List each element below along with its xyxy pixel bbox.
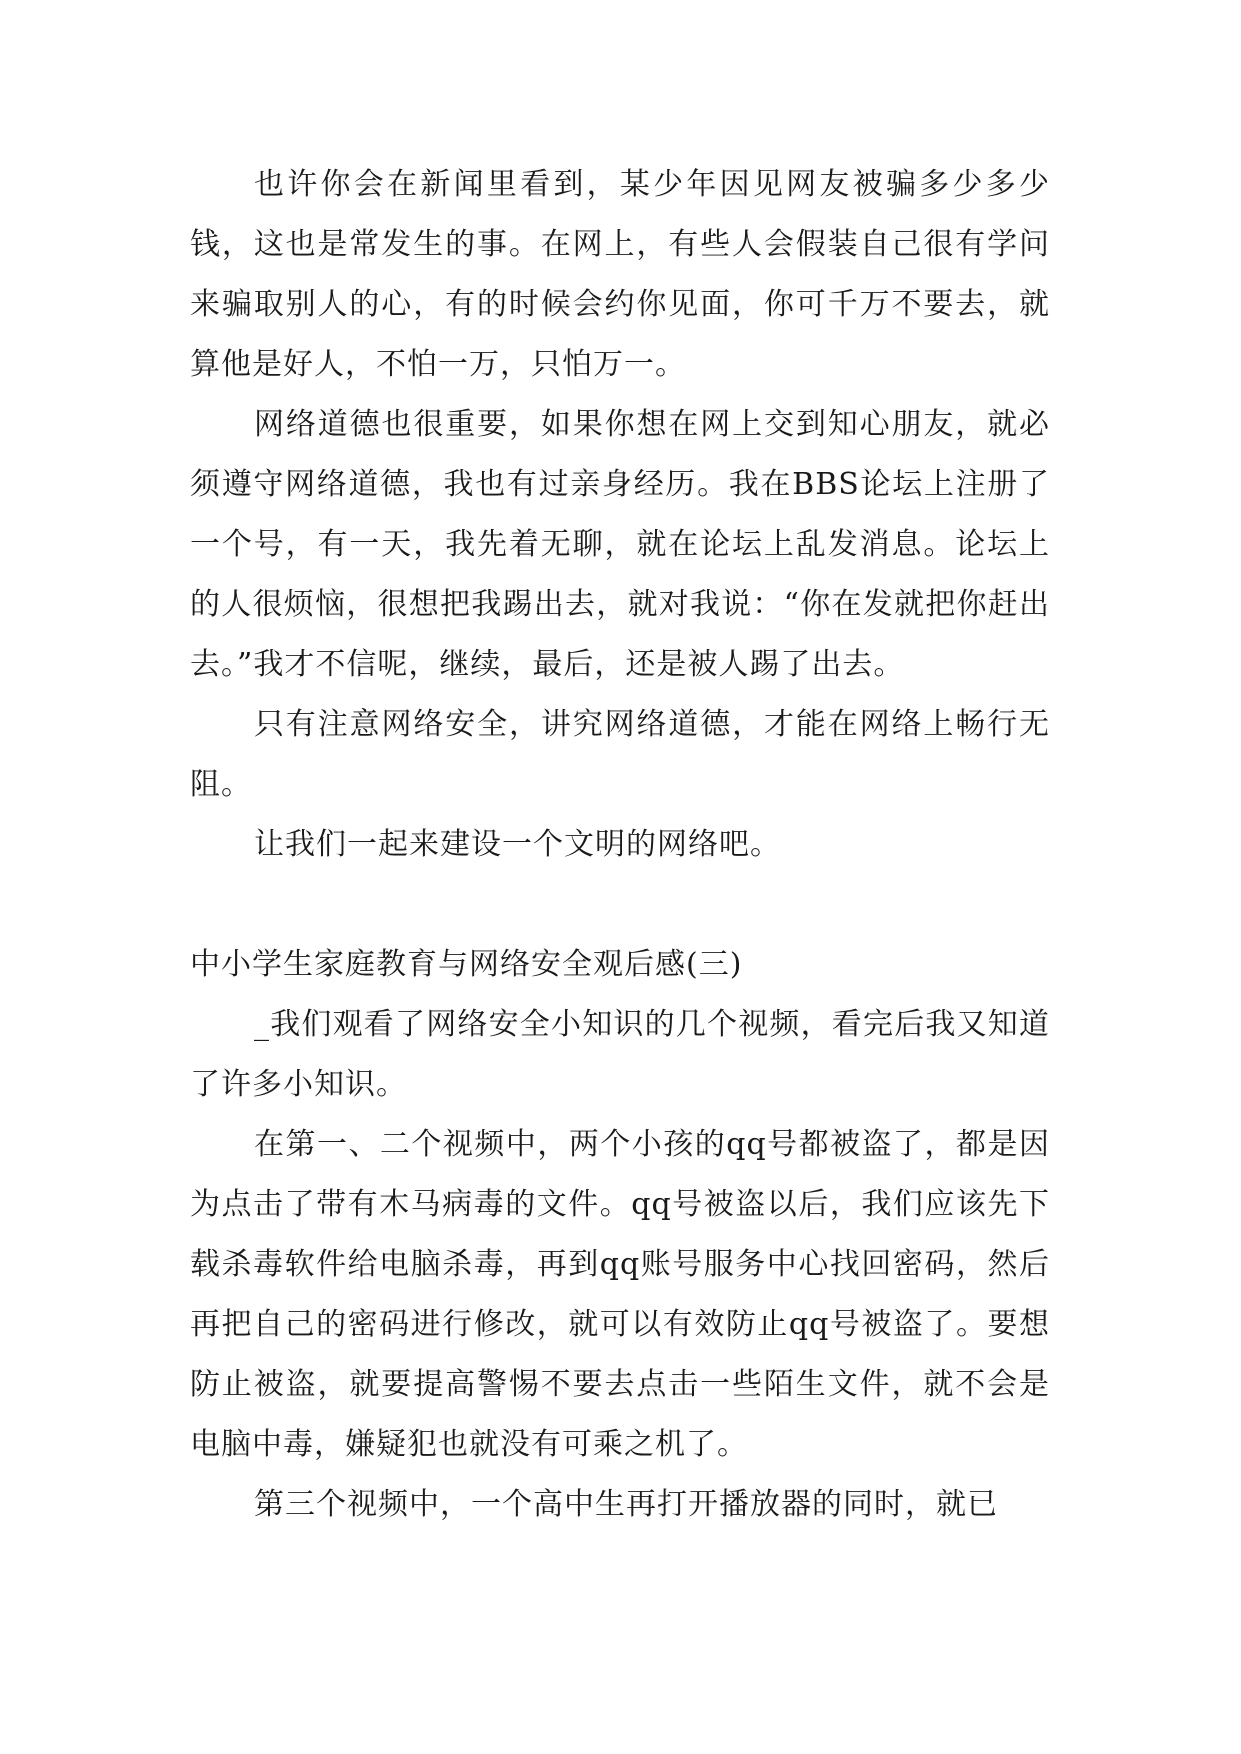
paragraph: 在第一、二个视频中，两个小孩的qq号都被盗了，都是因为点击了带有木马病毒的文件。qq号被盗以后，我们应该先下载杀毒软件给电脑杀毒，再到qq账号服务中心找回密码，然后再把自己的密码进行修改，就可以有效防止qq号被盗了。要想防止被盗，就要提高警惕不要去点击一些陌生文件，就不会是电脑中毒，嫌疑犯也就没有可乘之机了。 [190, 1127, 1050, 1462]
paragraph: 也许你会在新闻里看到，某少年因见网友被骗多少多少钱，这也是常发生的事。在网上，有些人会假装自己很有学问来骗取别人的心，有的时候会约你见面，你可千万不要去，就算他是好人，不怕一万，只怕万一。 [190, 167, 1050, 382]
document-page [190, 155, 1050, 1535]
paragraph: 网络道德也很重要，如果你想在网上交到知心朋友，就必须遵守网络道德，我也有过亲身经历。我在BBS论坛上注册了一个号，有一天，我先着无聊，就在论坛上乱发消息。论坛上的人很烦恼，很想把我踢出去，就对我说：“你在发就把你赶出去。”我才不信呢，继续，最后，还是被人踢了出去。 [190, 407, 1050, 682]
paragraph: 让我们一起来建设一个文明的网络吧。 [254, 827, 781, 862]
paragraph: 第三个视频中，一个高中生再打开播放器的同时，就已 [254, 1487, 998, 1522]
spacer [190, 875, 1050, 935]
paragraph: 只有注意网络安全，讲究网络道德，才能在网络上畅行无阻。 [190, 707, 1050, 802]
paragraph: _我们观看了网络安全小知识的几个视频，看完后我又知道了许多小知识。 [190, 1007, 1050, 1102]
section-title: 中小学生家庭教育与网络安全观后感(三) [190, 947, 743, 982]
